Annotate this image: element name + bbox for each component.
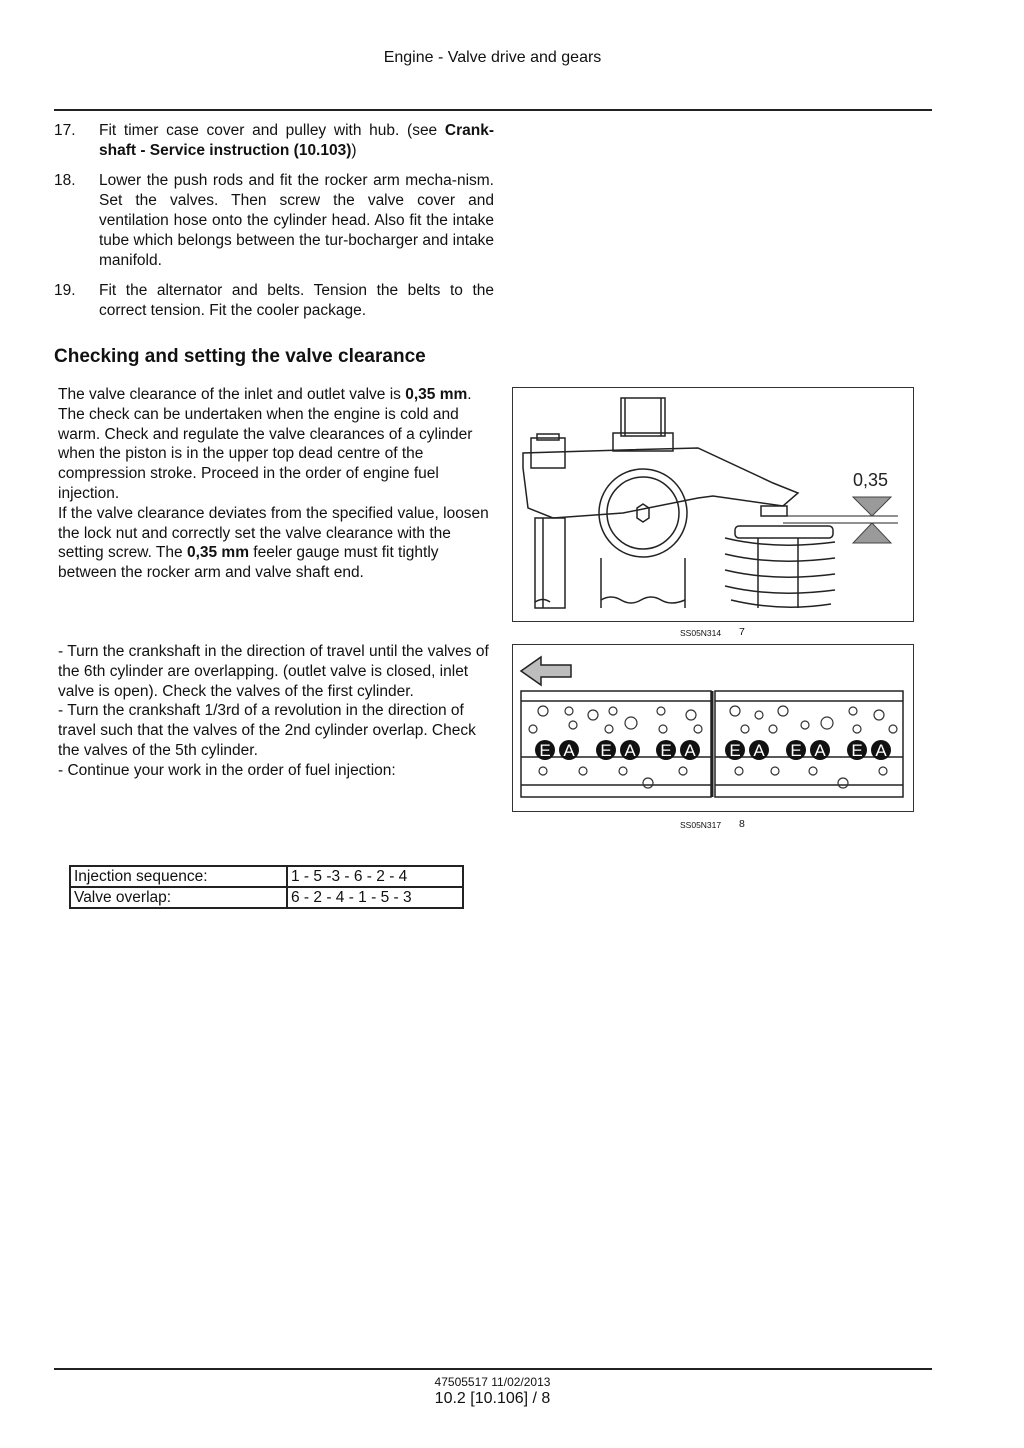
rocker-arm-illustration — [513, 388, 913, 621]
figure-number: 8 — [739, 818, 745, 830]
exhaust-valve-label: E — [600, 741, 612, 760]
valve-clearance-paragraph: The valve clearance of the inlet and outlet valve is 0,35 mm. The check can be undertaken when the engine is cold and warm. Check and regulate the valve clearances of a cylinder when the piston is in the upper top dead centre of the compression stroke. Proceed in the order of engine fuel injection. If the valve clearance deviates from the specified value, loosen the lock nut and correctly set the valve clearance with the setting screw. The 0,35 mm feeler gauge must fit tightly between the rocker arm and valve shaft end. — [58, 386, 489, 582]
page-header-title: Engine - Valve drive and gears — [383, 49, 602, 66]
direction-of-travel-arrow-icon — [521, 657, 571, 685]
cylinder-head-illustration — [513, 645, 913, 811]
crankshaft-reference-link[interactable]: Crank-shaft - Service instruction (10.103) — [99, 122, 494, 159]
cylinder-head-figure — [512, 644, 914, 812]
step-text: Fit timer case cover and pulley with hub. (see Crank-shaft - Service instruction (10.103)) — [99, 122, 494, 159]
table-row — [70, 866, 463, 887]
exhaust-valve-label: E — [851, 741, 863, 760]
instruction-line: - Continue your work in the order of fuel injection: — [58, 761, 396, 779]
clearance-label: 0,35 — [853, 470, 889, 490]
row-label: Valve overlap: — [70, 887, 287, 908]
figure-caption: SS05N317 — [680, 820, 722, 830]
instruction-line: - Turn the crankshaft 1/3rd of a revolution in the direction of travel such that the valves of the 2nd cylinder overlap. Check the valves of the 5th cylinder. — [58, 702, 476, 759]
table-row — [70, 887, 463, 908]
exhaust-valve-label: E — [539, 741, 551, 760]
row-value: 1 - 5 -3 - 6 - 2 - 4 — [287, 866, 463, 887]
section-title: Checking and setting the valve clearance — [54, 346, 426, 367]
instruction-line: - Turn the crankshaft in the direction of travel until the valves of the 6th cylinder are overlapping. (outlet valve is closed, inlet valve is open). Check the valves of the first cylinder. — [58, 643, 489, 700]
step-17 — [54, 121, 494, 161]
footer-rule — [54, 1368, 932, 1370]
step-18 — [54, 171, 494, 271]
rocker-arm-figure — [512, 387, 914, 622]
step-text: Lower the push rods and fit the rocker arm mecha-nism. Set the valves. Then screw the valve cover and ventilation hose onto the cylinder head. Also fit the intake tube which belongs between the tur-bocharger and intake manifold. — [99, 172, 494, 269]
intake-valve-label: A — [624, 741, 636, 760]
injection-sequence-table — [69, 865, 464, 909]
step-number: 19. — [54, 282, 76, 299]
step-number: 17. — [54, 122, 76, 139]
intake-valve-label: A — [814, 741, 826, 760]
intake-valve-label: A — [875, 741, 887, 760]
exhaust-valve-label: E — [660, 741, 672, 760]
intake-valve-label: A — [563, 741, 575, 760]
figure-number: 7 — [739, 626, 745, 638]
figure-caption: SS05N314 — [680, 628, 722, 638]
crankshaft-instructions — [58, 642, 498, 781]
document-number: 47505517 11/02/2013 — [434, 1375, 551, 1389]
step-text: Fit the alternator and belts. Tension the belts to the correct tension. Fit the cooler package. — [99, 282, 494, 319]
exhaust-valve-label: E — [729, 741, 741, 760]
step-19 — [54, 281, 494, 321]
intake-valve-label: A — [753, 741, 765, 760]
exhaust-valve-label: E — [790, 741, 802, 760]
step-number: 18. — [54, 172, 76, 189]
page-number: 10.2 [10.106] / 8 — [434, 1390, 551, 1407]
header-rule — [54, 109, 932, 111]
row-value: 6 - 2 - 4 - 1 - 5 - 3 — [287, 887, 463, 908]
step-list — [54, 121, 494, 331]
intake-valve-label: A — [684, 741, 696, 760]
row-label: Injection sequence: — [70, 866, 287, 887]
